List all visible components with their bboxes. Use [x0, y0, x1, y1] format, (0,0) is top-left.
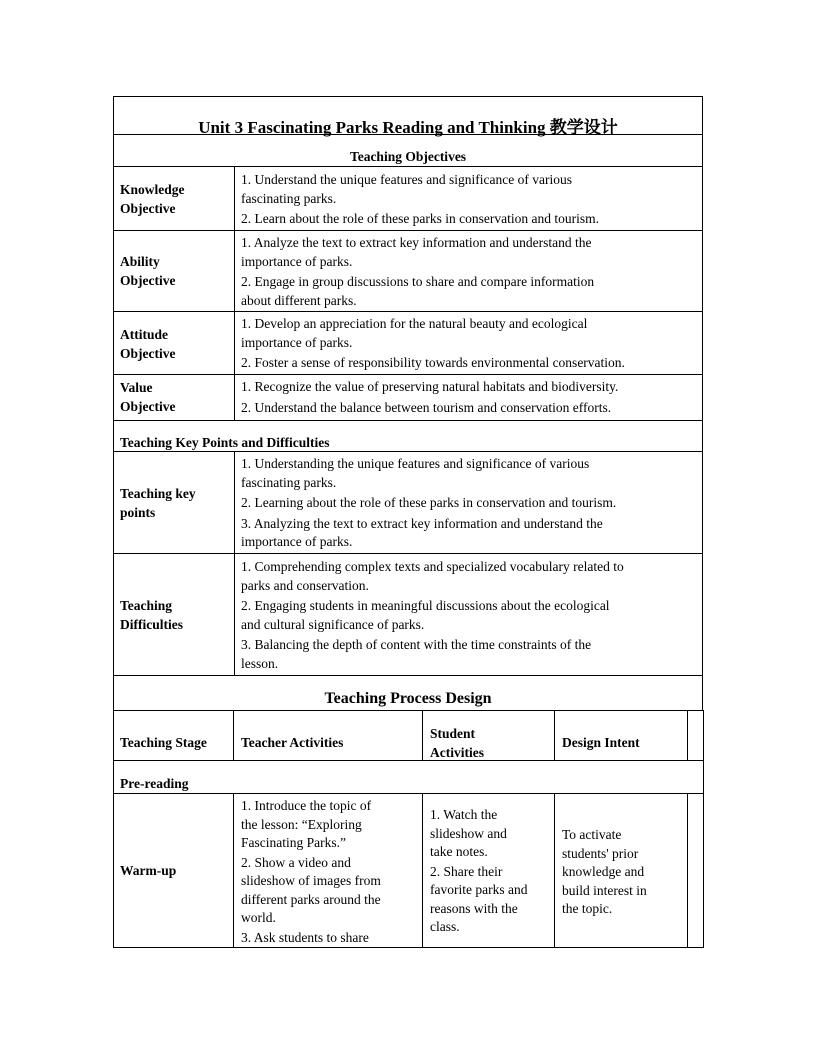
- warmup-stage: Warm-up: [120, 863, 177, 878]
- warmup-teacher-activities: 1. Introduce the topic of the lesson: “Exploring Fascinating Parks.” 2. Show a video and slideshow of images from different parks around the world. 3. Ask students to share: [241, 798, 381, 945]
- table-border-right: [703, 710, 704, 948]
- objective-text: 1. Recognize the value of preserving natural habitats and biodiversity. 2. Understand the balance between tourism and conservation efforts.: [241, 379, 619, 415]
- table-border-bottom: [113, 947, 704, 948]
- keypoint-text: 1. Comprehending complex texts and specialized vocabulary related to parks and conservation. 2. Engaging students in meaningful discussions about the ecological and cultural significance of parks. 3. Balancing the depth of content with the time constraints of the lesson.: [241, 559, 624, 671]
- row-divider: [113, 553, 703, 554]
- objective-text: 1. Analyze the text to extract key information and understand the importance of parks. 2. Engage in group discussions to share and compare information about different parks.: [241, 235, 595, 308]
- row-divider: [113, 134, 703, 135]
- table-border-left: [113, 96, 114, 710]
- table-border-right: [702, 96, 703, 710]
- column-header-student: Student Activities: [430, 726, 484, 760]
- column-header-teacher: Teacher Activities: [241, 735, 344, 750]
- objective-text: 1. Develop an appreciation for the natural beauty and ecological importance of parks. 2. Foster a sense of responsibility towards environmental conservation.: [241, 316, 625, 370]
- column-divider: [687, 793, 688, 948]
- prereading-label: Pre-reading: [120, 776, 189, 791]
- objectives-header: Teaching Objectives: [349, 149, 467, 164]
- column-divider: [422, 710, 423, 760]
- objective-label: Attitude Objective: [120, 327, 176, 361]
- warmup-student-activities: 1. Watch the slideshow and take notes. 2. Share their favorite parks and reasons with the class.: [430, 807, 528, 934]
- row-divider: [113, 230, 703, 231]
- column-header-intent: Design Intent: [562, 735, 640, 750]
- row-divider: [113, 760, 704, 761]
- column-divider: [554, 793, 555, 948]
- column-divider: [233, 793, 234, 948]
- column-divider: [687, 710, 688, 760]
- warmup-design-intent: To activate students' prior knowledge and build interest in the topic.: [562, 827, 647, 916]
- row-divider: [113, 451, 703, 452]
- row-divider: [113, 420, 703, 421]
- column-divider: [422, 793, 423, 948]
- row-divider: [113, 311, 703, 312]
- keypoint-text: 1. Understanding the unique features and significance of various fascinating parks. 2. Learning about the role of these parks in conservation and tourism. 3. Analyzing the text to extract key information and understand the importance of parks.: [241, 456, 617, 549]
- row-divider: [113, 710, 704, 711]
- row-divider: [113, 793, 704, 794]
- row-divider: [113, 166, 703, 167]
- keypoint-label: Teaching key points: [120, 486, 196, 520]
- column-header-stage: Teaching Stage: [120, 735, 207, 750]
- keypoints-header: Teaching Key Points and Difficulties: [120, 435, 330, 450]
- objective-label: Ability Objective: [120, 254, 176, 288]
- table-border-left: [113, 710, 114, 948]
- process-header: Teaching Process Design: [324, 690, 492, 707]
- document-title: Unit 3 Fascinating Parks Reading and Thinking 教学设计: [198, 118, 618, 137]
- objective-label: Value Objective: [120, 380, 176, 414]
- row-divider: [113, 675, 703, 676]
- keypoint-label: Teaching Difficulties: [120, 598, 183, 632]
- objective-label: Knowledge Objective: [120, 182, 185, 216]
- column-divider: [554, 710, 555, 760]
- column-divider: [233, 710, 234, 760]
- table-border-top: [113, 96, 703, 97]
- objective-text: 1. Understand the unique features and significance of various fascinating parks. 2. Learn about the role of these parks in conservation and tourism.: [241, 172, 600, 226]
- row-divider: [113, 374, 703, 375]
- column-divider: [234, 166, 235, 420]
- column-divider: [234, 451, 235, 675]
